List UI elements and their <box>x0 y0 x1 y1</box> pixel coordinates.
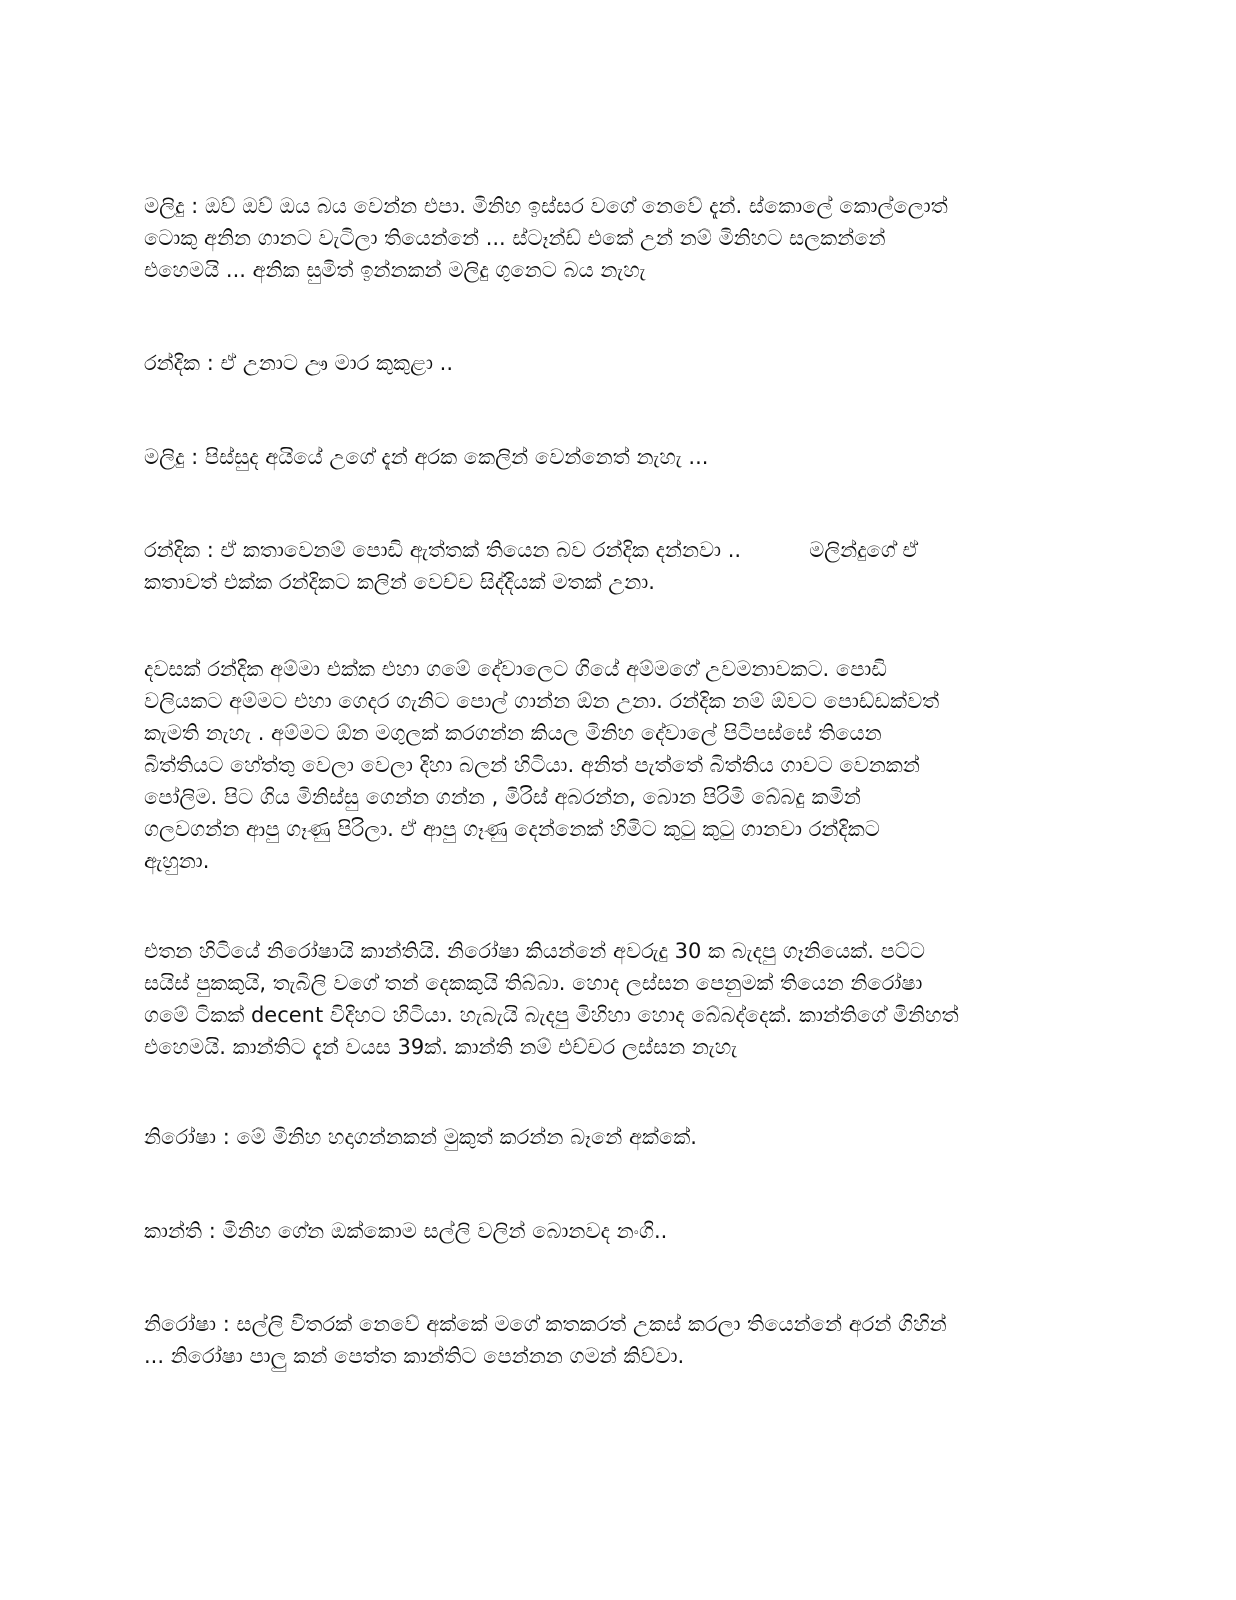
text-line: නිරෝෂා : සල්ලි විතරක් නෙවේ අක්කේ මගේ කතකරත් උකස් කරලා තියෙන්නේ අරන් ගිහින් <box>144 1312 947 1336</box>
dialogue-malindu-1 <box>144 190 1072 286</box>
text-line: ... නිරෝෂා පාලු කන් පෙත්ත කාන්තිට පෙන්නන ගමන් කිව්වා. <box>144 1344 685 1368</box>
dialogue-randika-2 <box>144 534 1072 598</box>
narrative-paragraph-1 <box>144 653 1072 877</box>
text-line: බිත්තියට හේත්තු වෙලා වෙලා දිහා බලන් හිටියා. අනිත් පැත්තේ බිත්තිය ගාවට වෙනකන් <box>144 753 920 777</box>
text-line: කාන්ති : මිනිහ ගේන ඔක්කොම සල්ලි වලින් බොනවද නංගි.. <box>144 1219 668 1243</box>
text-line: ගලවගන්න ආපු ගෑණු පිරිලා. ඒ ආපු ගෑණු දෙන්නෙක් හිමිට කුටු කුටු ගානවා රන්දිකට <box>144 817 880 841</box>
text-line: මලිදු : ඔව් ඔව් ඔය බය වෙන්න එපා. මිනිහ ඉස්සර වගේ නෙවේ දැන්. ස්කොලේ කොල්ලොත් <box>144 194 948 218</box>
text-line: පෝලිම. පිට ගිය මිනිස්සු ගෙන්න ගන්න , මිරිස් අබරන්න, බොන පිරිමි බේබදු කමින් <box>144 785 861 809</box>
text-line: වලියකට අම්මට එහා ගෙදර ගැනිට පොල් ගාන්න ඕන උනා. රන්දික නම් ඕවට පොඩ්ඩක්වත් <box>144 689 940 713</box>
text-line: ටොකු අනින ගානට වැටිලා තියෙන්නේ ... ස්ටෑන්ඩ් එකේ උන් නම් මිනිහට සලකන්නේ <box>144 226 886 250</box>
text-line: එහෙමයි. කාන්තිට දැන් වයස 39ක්. කාන්ති නම් එච්චර ලස්සන නැහැ <box>144 1035 738 1059</box>
line-start: රන්දික : ඒ කතාවෙනම් පොඩි ඇත්තක් තියෙන බව රන්දික දන්නවා .. <box>144 538 742 562</box>
text-line: කතාවත් එක්ක රන්දිකට කලින් වෙච්ච සිද්දියක් මතක් උනා. <box>144 570 655 594</box>
text-line: ගමේ ටිකක් decent විදිහට හිටියා. හැබැයි බැදපු මිහිහා හොද බේබද්දෙක්. කාන්තිගේ මිනිහත් <box>144 1003 959 1027</box>
dialogue-malindu-2 <box>144 441 1072 473</box>
dialogue-nirosha-1 <box>144 1121 1072 1153</box>
text-line: රන්දික : ඒ උනාට ඌ මාර කුකුළා .. <box>144 351 454 375</box>
text-line: කැමති නැහැ . අම්මට ඕන මගුලක් කරගන්න කියල මිනිහ දේවාලේ පිටිපස්සේ තියෙන <box>144 721 882 745</box>
text-line: මලිදු : පිස්සුද අයියේ උගේ දැන් අරක කෙලින් වෙන්නෙත් නැහැ ... <box>144 445 709 469</box>
dialogue-randika-1 <box>144 347 1072 379</box>
dialogue-nirosha-2 <box>144 1308 1072 1372</box>
text-line: ඇහුනා. <box>144 849 210 873</box>
dialogue-kanthi-1 <box>144 1215 1072 1247</box>
text-line: දවසක් රන්දික අම්මා එක්ක එහා ගමේ දේවාලෙට ගියේ අම්මගේ උවමනාවකට. පොඩි <box>144 657 887 681</box>
text-line: නිරෝෂා : මේ මිනිහ හදාගන්නකන් මුකුත් කරන්න බෑනේ අක්කේ. <box>144 1125 697 1149</box>
text-line <box>144 534 1072 566</box>
text-line: සයිස් පුකකුයි, තැබිලි වගේ තන් දෙකකුයි තිබ්බා. හොද ලස්සන පෙනුමක් තියෙන නිරෝෂා <box>144 971 923 995</box>
text-line: එතන හිටියේ නිරෝෂායි කාන්තියි. නිරෝෂා කියන්නේ අවරුදු 30 ක බැදපු ගෑනියෙක්. පට්ට <box>144 939 925 963</box>
line-tail: මලින්දුගේ ඒ <box>809 538 919 562</box>
text-line: එහෙමයි ... අනික සුමිත් ඉන්නකන් මලිදු ගුනෙට බය නැහැ <box>144 258 646 282</box>
narrative-paragraph-2 <box>144 935 1072 1063</box>
